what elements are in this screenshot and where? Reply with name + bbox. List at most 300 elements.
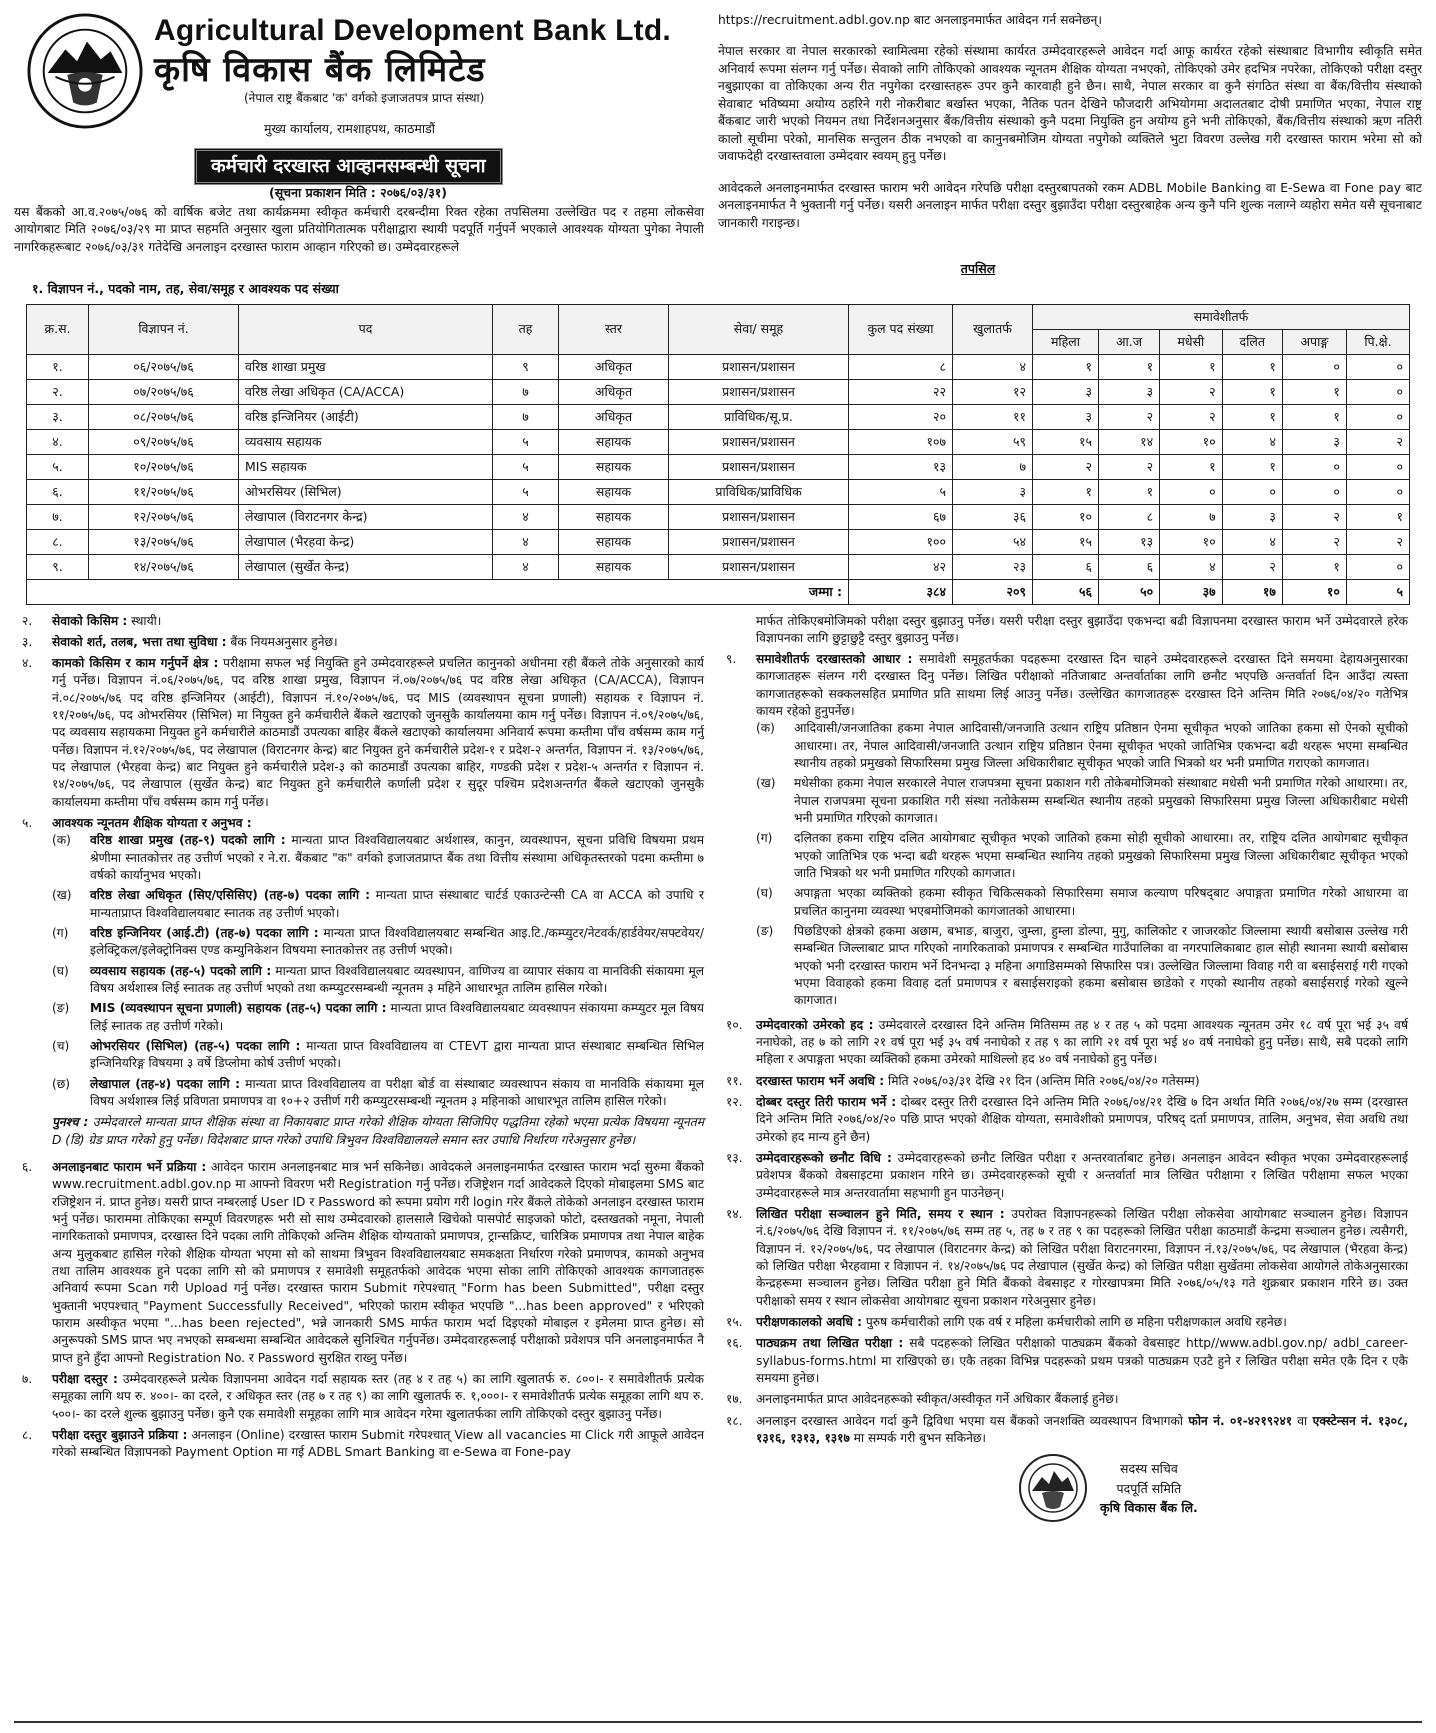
table-cell: ० bbox=[1282, 354, 1346, 379]
schedule-heading: तपसिल bbox=[960, 261, 996, 276]
table-cell: ७ bbox=[1160, 504, 1222, 529]
sub-item-label: (ग) bbox=[52, 926, 69, 941]
committee-name: पदपूर्ति समिति bbox=[1116, 1480, 1182, 1496]
signature-text bbox=[1100, 1459, 1198, 1517]
header-area bbox=[14, 8, 1422, 270]
item-text: परीक्षामा सफल भई नियुक्ति हुने उम्मेदवारहरूले प्रचलित कानुनको अधीनमा रही बैंकले तोके अनुसारको कार्य गर्नु पर्नेछ। विज्ञापन नं.०६/२०७५/७६, पद वरिष्ठ शाखा प्रमुख, विज्ञापन नं.०७/२०७५/७६ पद वरिष्ठ लेखा अधिकृत (CA/ACCA), विज्ञापन नं.०८/२०७५/७६ पद वरिष्ठ इन्जिनियर (आईटी), विज्ञापन नं.१०/२०७५/७६, पद MIS (व्यवस्थापन सूचना प्रणाली) सहायक र विज्ञापन नं. ११/२०७५/७६, पद ओभरसियर (सिभिल) मा नियुक्त हुने कर्मचारीले बैंकले खटाएको जुनसुकै कार्यालयमा काम गर्नु पर्नेछ। विज्ञापन नं.०९/२०७५/७६, पद व्यवसाय सहायकमा नियुक्त हुने कर्मचारीले काठमाडौं उपत्यका बाहिर बैंकले खटाएको कार्यालयमा अनिवार्य रूपमा कम्तीमा पाँच वर्षसम्म काम गर्नु पर्नेछ। विज्ञापन नं.१२/२०७५/७६, पद लेखापाल (विराटनगर केन्द्र) बाट नियुक्त हुने कर्मचारीले प्रदेश-१ र प्रदेश-२ अन्तर्गत, विज्ञापन नं. १३/२०७५/७६, पद लेखापाल (भैरहवा केन्द्र) बाट नियुक्त हुने कर्मचारीले प्रदेश-३ को काठमाडौं उपत्यका बाहिर, गण्डकी प्रदेश र प्रदेश-५ अन्तर्गत र विज्ञापन नं. १४/२०७५/७६, पद लेखापाल (सुर्खेत केन्द्र) बाट नियुक्त हुने कर्मचारीले कर्णाली प्रदेश र सुदूर पश्चिम प्रदेशअन्तर्गत बैंकले खटाएको जुनसुकै कार्यालयमा कम्तीमा पाँच वर्षसम्म काम गर्नु पर्नेछ। bbox=[52, 656, 704, 809]
item-number: १३. bbox=[726, 1151, 743, 1166]
table-cell: १ bbox=[1222, 454, 1282, 479]
item-text: मिति २०७६/०३/३१ देखि २१ दिन (अन्तिम मिति २०७६/०४/२० गतेसम्म) bbox=[884, 1073, 1200, 1088]
table-cell: प्रशासन/प्रशासन bbox=[669, 529, 849, 554]
sub-item bbox=[756, 885, 1408, 920]
table-cell: १४/२०७५/७६ bbox=[89, 554, 239, 579]
table-cell: ० bbox=[1346, 404, 1409, 429]
table-cell: ६७ bbox=[849, 504, 953, 529]
table-cell: वरिष्ठ लेखा अधिकृत (CA/ACCA) bbox=[239, 379, 493, 404]
qualification-note bbox=[52, 1114, 704, 1149]
phone-number: फोन नं. ०१-४२१९२४१ bbox=[1182, 1413, 1293, 1428]
table-cell: २ bbox=[1033, 454, 1099, 479]
sub-item bbox=[756, 923, 1408, 1010]
intro-paragraph: यस बैंकको आ.व.२०७५/०७६ को वार्षिक बजेट तथा कार्यक्रममा स्वीकृत कर्मचारी दरबन्दीमा रिक्त रहेका तपसिलमा उल्लेखित पद र तहमा लोकसेवा आयोगबाट मिति २०७६/०३/२९ मा प्राप्त सहमति अनुसार खुला प्रतियोगितात्मक परीक्षाद्वारा स्थायी पदपूर्ति गर्नुपर्ने भएकाले आवश्यक योग्यता पुगेका नेपाली नागरिकहरूबाट २०७६/०३/३१ गतेदेखि अनलाइन दरखास्त फाराम आव्हान गरिएको छ। उम्मेदवारहरूले bbox=[14, 205, 704, 254]
table-cell: प्रशासन/प्रशासन bbox=[669, 454, 849, 479]
table-cell: १ bbox=[1160, 454, 1222, 479]
sub-item bbox=[52, 887, 704, 922]
table-cell: १ bbox=[1098, 354, 1159, 379]
table-cell: ५ bbox=[493, 454, 559, 479]
table-cell: १ bbox=[1346, 504, 1409, 529]
col-dalit: दलित bbox=[1222, 329, 1282, 354]
sub-item-text: दलितका हकमा राष्ट्रिय दलित आयोगबाट सूचीकृत भएको जातिको हकमा सोही सूचीको आधारमा। तर, राष्ट्रिय दलित आयोगबाट सूचीकृत भएको जातिभित्र एक भन्दा बढी थरहरू भएमा सम्बन्धित स्थानिय तहको प्रमुखको सिफारिसमा प्रमुख जिल्ला अधिकारीबाट सूचीकृत भएको जाति भित्रको थर भनी प्रमाणित गरिएको कागजात। bbox=[794, 831, 1408, 881]
item-text: स्थायी। bbox=[127, 613, 162, 628]
table-cell: ८. bbox=[27, 529, 89, 554]
table-cell: २ bbox=[1222, 554, 1282, 579]
item-label: दरखास्त फाराम भर्ने अवधि : bbox=[756, 1073, 885, 1088]
total-cell: १७ bbox=[1222, 579, 1282, 604]
table-cell: ओभरसियर (सिभिल) bbox=[239, 479, 493, 504]
table-cell: लेखापाल (सुर्खेत केन्द्र) bbox=[239, 554, 493, 579]
table-cell: २० bbox=[849, 404, 953, 429]
col-service: सेवा/ समूह bbox=[669, 304, 849, 354]
left-column bbox=[14, 613, 704, 1524]
col-pichhadiyeko: पि.क्षे. bbox=[1346, 329, 1409, 354]
table-cell: लेखापाल (विराटनगर केन्द्र) bbox=[239, 504, 493, 529]
col-women: महिला bbox=[1033, 329, 1099, 354]
item-text: सबै पदहरूको लिखित परीक्षाको पाठ्यक्रम बैंकको वेबसाइट http//www.adbl.gov.np/ adbl_career-syllabus-forms.html मा राखिएको छ। एकै तहका विभिन्न पदहरूको प्रथम पत्रको पाठ्यक्रम एउटै हुने र लिखित परीक्षा समेत एकै दिन र एकै समयमा हुनेछ। bbox=[756, 1336, 1408, 1385]
list-item bbox=[14, 1371, 704, 1423]
table-cell: ० bbox=[1346, 554, 1409, 579]
item-label: परीक्षा दस्तुर बुझाउने प्रक्रिया : bbox=[52, 1427, 188, 1442]
item-label: दोब्बर दस्तुर तिरी फाराम भर्ने : bbox=[756, 1095, 897, 1110]
sub-item bbox=[52, 963, 704, 998]
table-cell: ८ bbox=[1098, 504, 1159, 529]
total-cell: ५ bbox=[1346, 579, 1409, 604]
sub-item-label: (छ) bbox=[52, 1076, 71, 1091]
table-cell: ९ bbox=[493, 354, 559, 379]
sub-item-text: मान्यता प्राप्त विश्वविद्यालयबाट सम्बन्धित आइ.टि./कम्प्युटर/नेटवर्क/हार्डवेयर/सफ्टवेयर/इलेक्ट्रिकल/इलेक्ट्रोनिक्स एण्ड कम्युनिकेशन विषयमा स्नातकोत्तर तह उत्तीर्ण भएको। bbox=[90, 926, 704, 958]
list-item bbox=[718, 1094, 1408, 1146]
list-item bbox=[718, 1073, 1408, 1090]
table-cell: प्रशासन/प्रशासन bbox=[669, 429, 849, 454]
sub-item-text: मान्यता प्राप्त विश्वविद्यालयबाट अर्थशास्त्र, कानुन, व्यवस्थापन, सूचना प्रविधि विषयमा प्रथम श्रेणीमा स्नातकोत्तर तह उत्तीर्ण भएको र ने.रा. बैंकबाट "क" वर्गको इजाजतप्राप्त बैंक तथा वित्तीय संस्थामा अधिकृतस्तरको पदमा कम्तीमा ७ वर्षको कार्यानुभव भएको। bbox=[90, 833, 704, 883]
list-item bbox=[14, 634, 704, 651]
list-item bbox=[718, 1150, 1408, 1202]
col-aaja: आ.ज bbox=[1098, 329, 1159, 354]
item-label: समावेशीतर्फ दरखास्तको आधार : bbox=[756, 652, 913, 667]
section-1-title: १. विज्ञापन नं., पदको नाम, तह, सेवा/समूह र आवश्यक पद संख्या bbox=[32, 280, 339, 296]
table-cell: सहायक bbox=[559, 554, 669, 579]
table-cell: ४ bbox=[493, 529, 559, 554]
sub-item bbox=[52, 832, 704, 884]
table-cell: ४ bbox=[1222, 529, 1282, 554]
table-cell: ० bbox=[1160, 479, 1222, 504]
table-cell: १० bbox=[1160, 429, 1222, 454]
item-text: उपरोक्त विज्ञापनहरूको लिखित परीक्षा लोकसेवा आयोगबाट सञ्चालन हुनेछ। विज्ञापन नं.६/२०७५/७६ देखि विज्ञापन नं. ११/२०७५/७६ सम्म तह ५, तह ७ र तह ९ का पदहरूको लिखित परीक्षा काठमाडौं केन्द्रमा सञ्चालन हुनेछ। त्यसैगरी, विज्ञापन नं. १२/२०७५/७६, पद लेखापाल (विराटनगर केन्द्र) को लिखित परीक्षा विराटनगरमा, विज्ञापन नं.१३/२०७५/७६, पद लेखापाल (भैरहवा केन्द्र) को लिखित परीक्षा भैरहवामा र विज्ञापन नं. १४/२०७५/७६ पद लेखापाल (सुर्खेत केन्द्र) को लिखित परीक्षा सुर्खेतमा लोकसेवा आयोगले तोकेअनुसारका केन्द्रहरूमा सञ्चालन हुनेछ। लिखित परीक्षा हुने मिति बैंकको वेबसाइट र गोरखापत्रमा मिति २०७६/०५/१३ गते शुक्रबार प्रकाशन गरिने छ। उक्त परीक्षाको समय र स्थान लोकसेवा आयोगबाट सूचना प्रकाशन गरेअनुसार हुनेछ। bbox=[756, 1207, 1408, 1308]
item-text: अनलाइन (Online) दरखास्त फाराम Submit गरेपश्चात् View all vacancies मा Click गरी आफूले आवेदन गरेको सम्बन्धित विज्ञापनको Payment Option मा गई ADBL Smart Banking वा e-Sewa वा Fone-pay bbox=[52, 1427, 704, 1460]
table-cell: १ bbox=[1222, 354, 1282, 379]
item-text: मार्फत तोकिएबमोजिमको परीक्षा दस्तुर बुझाउनु पर्नेछ। यसरी परीक्षा दस्तुर बुझाउँदा एकभन्दा बढी विज्ञापनमा दरखास्त फाराम भर्ने उम्मेदवारले हरेक विज्ञापनका लागि छुट्टाछुट्टै दस्तुर बुझाउनु पर्नेछ। bbox=[756, 613, 1408, 645]
table-cell: १४ bbox=[1098, 429, 1159, 454]
org-name: कृषि विकास बैंक लि. bbox=[1100, 1499, 1198, 1515]
item-number: १६. bbox=[726, 1336, 743, 1351]
table-cell: २ bbox=[1098, 454, 1159, 479]
table-cell: १०/२०७५/७६ bbox=[89, 454, 239, 479]
signatory-title: सदस्य सचिव bbox=[1120, 1461, 1178, 1477]
signature-block bbox=[1018, 1453, 1408, 1523]
table-cell: ५ bbox=[493, 479, 559, 504]
item-label: परीक्षणकालको अवधि : bbox=[756, 1314, 863, 1329]
table-cell: ४. bbox=[27, 429, 89, 454]
sub-item-title: ओभरसियर (सिभिल) (तह-५) पदका लागि : bbox=[90, 1039, 301, 1054]
table-cell: १ bbox=[1033, 354, 1099, 379]
table-cell: प्राविधिक/सू.प्र. bbox=[669, 404, 849, 429]
right-column bbox=[718, 613, 1408, 1524]
table-cell: ४ bbox=[1222, 429, 1282, 454]
list-item bbox=[718, 1391, 1408, 1408]
table-total-row bbox=[27, 579, 1410, 604]
sub-item-text: पिछडिएको क्षेत्रको हकमा अछाम, बभाङ, बाजुरा, जुम्ला, हुम्ला डोल्पा, मुगु, कालिकोट र जाजरकोट जिल्लामा स्थायी बसोबास उल्लेख गरी सम्बन्धित जिल्लाबाट प्राप्त गरिएको नागरिकताको प्रमाणपत्र र सम्बन्धित गाउँपालिका वा नगरपालिकाबाट हाल सोही स्थानमा स्थायी बसोबास भएको भनी दरखास्त फाराम भर्ने दिनभन्दा ३ महिना अगाडिसम्मको सिफारिस पत्र। उल्लेखित जिल्लामा विवाह गरी वा बसाईसराई गरी गएको भएमा विवाहको हकमा विवाह दर्ता प्रमाणपत्र र बसाईसराइको हकमा बसोबास छाडेको र गएको स्थानीय तहको बसाईसराई गरेको खुल्ने कागजात। bbox=[794, 924, 1408, 1008]
list-item bbox=[718, 1335, 1408, 1387]
col-level: तह bbox=[493, 304, 559, 354]
col-open: खुलातर्फ bbox=[953, 304, 1033, 354]
recruitment-url-paragraph: https://recruitment.adbl.gov.np बाट अनलाइनमार्फत आवेदन गर्न सक्नेछन्। bbox=[718, 13, 1103, 27]
table-row bbox=[27, 504, 1410, 529]
col-apanga: अपाङ्ग bbox=[1282, 329, 1346, 354]
col-post: पद bbox=[239, 304, 493, 354]
table-cell: ४ bbox=[953, 354, 1033, 379]
table-cell: ७ bbox=[493, 404, 559, 429]
sub-item-text: मधेसीका हकमा नेपाल सरकारले नेपाल राजपत्रमा सूचना प्रकाशन गरी तोकेबमोजिमको संस्थाबाट मधेसी भनी प्रमाणित गरेको आधारमा। तर, नेपाल राजपत्रमा सूचना प्रकाशित गरी संस्था नतोकेसम्म सम्बन्धित स्थानीय तहको प्रमुखको सिफारिसमा प्रमुख जिल्ला अधिकारीबाट मधेसी भनी प्रमाणित गरिएको कागजात। bbox=[794, 776, 1408, 826]
col-sn: क्र.स. bbox=[27, 304, 89, 354]
list-item bbox=[718, 1314, 1408, 1331]
list-item bbox=[14, 1159, 704, 1367]
header-right bbox=[718, 8, 1422, 270]
table-cell: ५९ bbox=[953, 429, 1033, 454]
total-cell: ३८४ bbox=[849, 579, 953, 604]
table-cell: १५ bbox=[1033, 529, 1099, 554]
table-cell: ० bbox=[1346, 379, 1409, 404]
table-cell: २ bbox=[1160, 379, 1222, 404]
sub-item-label: (क) bbox=[52, 833, 71, 848]
table-cell: ३ bbox=[1282, 429, 1346, 454]
col-madhesi: मधेसी bbox=[1160, 329, 1222, 354]
item-text: अनलाइन दरखास्त आवेदन गर्दा कुनै द्विविधा भएमा यस बैंकको जनशक्ति व्यवस्थापन विभागको bbox=[756, 1413, 1183, 1428]
table-cell: ० bbox=[1282, 454, 1346, 479]
sub-item-label: (ख) bbox=[756, 776, 776, 791]
list-item bbox=[718, 1413, 1408, 1448]
item-text: समावेशी समूहतर्फका पदहरूमा दरखास्त दिन चाहने उम्मेदवारहरूले दरखास्त दिने समयमा देहायअनुसारका कागजातहरू संलग्न गरी दरखास्त दिनु पर्नेछ। लिखित परीक्षाको नतिजाबाट अन्तर्वार्ताका लागि छनौट भएपछि अन्तर्वार्ता दिन आउँदा त्यस्ता कागजातहरूको सक्कलसहित प्रमाणित प्रति साथमा लिई आउनु पर्नेछ। उल्लेखित कागजातहरू दरखास्त दिने अन्तिम मिति २०७६/०४/२० गतेभित्र कायम रहेको हुनुपर्नेछ। bbox=[756, 652, 1408, 719]
sub-item-text: मान्यता प्राप्त विश्वविद्यालयबाट व्यवस्थापन, वाणिज्य वा व्यापार संकाय वा मानविकी संकायमा मूल विषय अर्थशास्त्र लिई स्नातक तह उत्तीर्ण भएको तथा कम्प्युटरसम्बन्धी न्यूनतम ३ महिने आधारभूत तालिम हासिल गरेको। bbox=[90, 963, 704, 996]
sub-item bbox=[756, 830, 1408, 882]
sub-item-title: वरिष्ठ लेखा अधिकृत (सिए/एसिसिए) (तह-७) पदका लागि : bbox=[90, 888, 371, 903]
table-cell: १ bbox=[1033, 479, 1099, 504]
table-cell: ५४ bbox=[953, 529, 1033, 554]
list-item bbox=[14, 655, 704, 811]
item-label: लिखित परीक्षा सञ्चालन हुने मिति, समय र स्थान : bbox=[756, 1207, 1005, 1221]
item-number: १०. bbox=[726, 1017, 743, 1032]
sub-item-label: (च) bbox=[52, 1039, 70, 1054]
table-cell: ७. bbox=[27, 504, 89, 529]
table-cell: ३ bbox=[953, 479, 1033, 504]
table-cell: वरिष्ठ शाखा प्रमुख bbox=[239, 354, 493, 379]
table-cell: ४ bbox=[1160, 554, 1222, 579]
table-cell: अधिकृत bbox=[559, 354, 669, 379]
item-label: उम्मेदवारहरूको छनौट विधि : bbox=[756, 1151, 892, 1166]
payment-paragraph: आवेदकले अनलाइनमार्फत दरखास्त फाराम भरी आवेदन गरेपछि परीक्षा दस्तुरबापतको रकम ADBL Mobile Banking वा E-Sewa वा Fone pay बाट अनलाइनमार्फत नै भुक्तानी गर्नु पर्नेछ। यसरी अनलाइन मार्फत परीक्षा दस्तुर बुझाउँदा परीक्षा दस्तुरबाहेक अन्य कुनै पनि शुल्क नलाग्ने व्यहोरा समेत यसै सूचनाबाट जानकारी गराइन्छ। bbox=[718, 180, 1422, 230]
list-item bbox=[718, 613, 1408, 648]
item-label: उम्मेदवारको उमेरको हद : bbox=[756, 1017, 874, 1032]
sub-item-text: मान्यता प्राप्त विश्वविद्यालय वा CTEVT द्वारा मान्यता प्राप्त संस्थाबाट सम्बन्धित सिभिल इन्जिनियरिङ्ग विषयमा ३ वर्षे डिप्लोमा कोर्ष उत्तीर्ण भएको। bbox=[90, 1039, 704, 1071]
sub-item-label: (घ) bbox=[52, 963, 69, 978]
list-item bbox=[14, 815, 704, 1155]
note-text: उम्मेदवारले मान्यता प्राप्त शैक्षिक संस्था वा निकायबाट प्राप्त गरेको शैक्षिक योग्यता सिजिपिए पद्धतिमा रहेको भएमा प्रत्येक विषयमा न्यूनतम D (डि) ग्रेड प्राप्त गरेको हुनु पर्नेछ। विदेशबाट प्राप्त गरेको उपाधि त्रिभुवन विश्वविद्यालयले समान स्तर उपाधि निर्धारण गरेअनुसार हुनेछ। bbox=[52, 1115, 704, 1147]
notice-title: कर्मचारी दरखास्त आव्हानसम्बन्धी सूचना bbox=[194, 148, 503, 185]
table-cell: ० bbox=[1222, 479, 1282, 504]
table-cell: ६. bbox=[27, 479, 89, 504]
table-cell: १० bbox=[1033, 504, 1099, 529]
table-cell: प्रशासन/प्रशासन bbox=[669, 379, 849, 404]
table-cell: १ bbox=[1282, 379, 1346, 404]
table-cell: १ bbox=[1282, 404, 1346, 429]
table-cell: १३/२०७५/७६ bbox=[89, 529, 239, 554]
table-cell: ११ bbox=[953, 404, 1033, 429]
table-cell: ३ bbox=[1033, 379, 1099, 404]
item-label: परीक्षा दस्तुर : bbox=[52, 1371, 118, 1386]
sub-item-title: वरिष्ठ शाखा प्रमुख (तह-९) पदको लागि : bbox=[90, 833, 286, 848]
table-cell: प्रशासन/प्रशासन bbox=[669, 354, 849, 379]
table-cell: ७ bbox=[493, 379, 559, 404]
table-cell: १०० bbox=[849, 529, 953, 554]
table-cell: ६ bbox=[1098, 554, 1159, 579]
sub-item-title: MIS (व्यवस्थापन सूचना प्रणाली) सहायक (तह-५) पदका लागि : bbox=[90, 1001, 387, 1016]
extension-numbers: एक्स्टेन्सन नं. १३०८, १३१६, १३१३, १३१७ bbox=[756, 1413, 1408, 1445]
col-grade: स्तर bbox=[559, 304, 669, 354]
table-cell: सहायक bbox=[559, 529, 669, 554]
table-cell: २ bbox=[1346, 529, 1409, 554]
sub-item-label: (घ) bbox=[756, 886, 773, 901]
table-row bbox=[27, 529, 1410, 554]
item-text: अनलाइनमार्फत प्राप्त आवेदनहरूको स्वीकृत/अस्वीकृत गर्ने अधिकार बैंकलाई हुनेछ। bbox=[756, 1392, 1119, 1407]
table-cell: १३ bbox=[1098, 529, 1159, 554]
total-label: जम्मा : bbox=[27, 579, 849, 604]
table-cell: ३ bbox=[1098, 379, 1159, 404]
table-cell: १५ bbox=[1033, 429, 1099, 454]
item-text: उम्मेदवारहरूको छनौट लिखित परीक्षा र अन्तरवार्ताबाट हुनेछ। अनलाइन आवेदन स्वीकृत भएका उम्मेदवारहरूलाई प्रवेशपत्र बैंकको वेबसाइटमा प्रकाशन गरिने छ। उम्मेदवारहरूको सूची र अन्तर्वार्ता मात्र लिखित परीक्षामा र लिखित परीक्षामा सफल भएका उम्मेदवारहरूले मात्र अन्तरवार्तामा सहभागी हुन पाउनेछन्। bbox=[756, 1151, 1408, 1200]
sub-item-text: अपाङ्गता भएका व्यक्तिको हकमा स्वीकृत चिकित्सकको सिफारिसमा समाज कल्याण परिषद्‌बाट अपाङ्गता प्रमाणित गरेको आधारमा वा प्रचलित कानुनमा व्यवस्था भएबमोजिमको कागजातको आधारमा। bbox=[794, 886, 1408, 918]
publish-date: (सूचना प्रकाशन मिति : २०७६/०३/३१) bbox=[269, 185, 447, 200]
table-cell: सहायक bbox=[559, 429, 669, 454]
table-cell: २ bbox=[1282, 504, 1346, 529]
table-cell: प्रशासन/प्रशासन bbox=[669, 554, 849, 579]
table-cell: २. bbox=[27, 379, 89, 404]
col-total: कुल पद संख्या bbox=[849, 304, 953, 354]
table-cell: ० bbox=[1346, 354, 1409, 379]
table-cell: सहायक bbox=[559, 479, 669, 504]
bank-name-np: कृषि विकास बैंक लिमिटेड bbox=[154, 50, 486, 90]
sub-item-text: मान्यता प्राप्त संस्थाबाट चार्टर्ड एकाउन्टेन्सी CA वा ACCA को उपाधि र मान्यताप्राप्त विश्वविद्यालयबाट स्नातक तह उत्तीर्ण भएको। bbox=[90, 888, 704, 920]
sub-item-text: मान्यता प्राप्त विश्वविद्यालय वा परीक्षा बोर्ड वा संस्थाबाट व्यवस्थापन संकाय वा मानविकि संकायमा मूल विषय अर्थशास्त्र लिई प्रविणता प्रमाणपत्र वा १०+२ उत्तीर्ण गरी कम्प्युटरसम्बन्धी न्यूनतम ३ महिनाको आधारभूत तालिम हासिल गरेको। bbox=[90, 1076, 704, 1109]
item-text: मा सम्पर्क गरी बुभन सकिनेछ। bbox=[849, 1430, 986, 1445]
item-number: १८. bbox=[726, 1413, 743, 1428]
item-text: उम्मेदवारले दरखास्त दिने अन्तिम मितिसम्म तह ४ र तह ५ को पदमा आवश्यक न्यूनतम उमेर १८ वर्ष पूरा भई ३५ वर्ष ननाघेको, तह ७ को लागि २१ वर्ष पूरा भई ३५ वर्ष ननाघेको र तह ९ का लागि २१ वर्ष पूरा भई ४० वर्ष ननाघेको हुनु पर्नेछ। साथै, सबै पदको लागि महिला र अपाङ्गता भएका व्यक्तिको हकमा उमेरको माथिल्लो हद ४० वर्ष ननाघेको हुनु पर्नेछ। bbox=[756, 1017, 1408, 1067]
table-cell: ३६ bbox=[953, 504, 1033, 529]
total-cell: १० bbox=[1282, 579, 1346, 604]
table-cell: सहायक bbox=[559, 504, 669, 529]
item-number: १७. bbox=[726, 1392, 743, 1407]
table-cell: ३ bbox=[1222, 504, 1282, 529]
list-item bbox=[718, 1017, 1408, 1069]
table-cell: ० bbox=[1346, 479, 1409, 504]
sub-item-label: (ङ) bbox=[756, 924, 774, 939]
item-number: ४. bbox=[22, 656, 33, 671]
sub-item-title: वरिष्ठ इन्जिनियर (आई.टी) (तह-७) पदका लागि : bbox=[90, 926, 319, 941]
table-row bbox=[27, 354, 1410, 379]
bank-name-en: Agricultural Development Bank Ltd. bbox=[154, 14, 671, 47]
office-address: मुख्य कार्यालय, रामशाहपथ, काठमाडौं bbox=[264, 121, 435, 136]
table-cell: ६ bbox=[1033, 554, 1099, 579]
item-number: ११. bbox=[726, 1073, 743, 1088]
table-cell: १ bbox=[1282, 554, 1346, 579]
col-adv: विज्ञापन नं. bbox=[89, 304, 239, 354]
bank-logo-icon bbox=[26, 12, 144, 130]
posts-table-body bbox=[27, 354, 1410, 579]
item-label: कामको किसिम र काम गर्नुपर्ने क्षेत्र : bbox=[52, 656, 219, 671]
table-row bbox=[27, 479, 1410, 504]
qualification-list bbox=[52, 832, 704, 1110]
item-number: ३. bbox=[22, 634, 33, 649]
table-cell: ५ bbox=[493, 429, 559, 454]
list-item bbox=[718, 1206, 1408, 1310]
table-cell: ५ bbox=[849, 479, 953, 504]
table-cell: ०६/२०७५/७६ bbox=[89, 354, 239, 379]
table-cell: ०८/२०७५/७६ bbox=[89, 404, 239, 429]
item-label: आवश्यक न्यूनतम शैक्षिक योग्यता र अनुभव : bbox=[52, 816, 252, 831]
sub-item-label: (ख) bbox=[52, 888, 72, 903]
sub-item bbox=[756, 720, 1408, 772]
item-number: १४. bbox=[726, 1207, 743, 1221]
list-item bbox=[14, 1427, 704, 1462]
sub-item-text: मान्यता प्राप्त विश्वविद्यालयबाट व्यवस्थापन संकायमा कम्प्युटर मूल विषय लिई स्नातक तह उत्तीर्ण गरेको। bbox=[90, 1001, 704, 1033]
item-number: ५. bbox=[22, 816, 33, 831]
item-number: ८. bbox=[22, 1427, 33, 1442]
sub-item bbox=[756, 775, 1408, 827]
total-cell: ५० bbox=[1098, 579, 1159, 604]
table-row bbox=[27, 554, 1410, 579]
sub-item-title: लेखापाल (तह-४) पदका लागि : bbox=[90, 1076, 241, 1091]
table-cell: ० bbox=[1346, 454, 1409, 479]
body-columns bbox=[14, 613, 1422, 1524]
table-cell: १२/२०७५/७६ bbox=[89, 504, 239, 529]
sub-item bbox=[52, 1076, 704, 1111]
sub-item-label: (ग) bbox=[756, 831, 773, 846]
table-cell: MIS सहायक bbox=[239, 454, 493, 479]
table-cell: प्राविधिक/प्राविधिक bbox=[669, 479, 849, 504]
table-cell: ९. bbox=[27, 554, 89, 579]
table-cell: २ bbox=[1346, 429, 1409, 454]
table-cell: ३ bbox=[1033, 404, 1099, 429]
table-row bbox=[27, 429, 1410, 454]
inclusive-docs-list bbox=[756, 720, 1408, 1009]
table-cell: लेखापाल (भैरहवा केन्द्र) bbox=[239, 529, 493, 554]
item-number: १५. bbox=[726, 1314, 743, 1329]
item-text: बैंक नियमअनुसार हुनेछ। bbox=[226, 634, 338, 649]
table-row bbox=[27, 404, 1410, 429]
table-cell: १२ bbox=[953, 379, 1033, 404]
table-cell: ०७/२०७५/७६ bbox=[89, 379, 239, 404]
item-text: उम्मेदवारहरूले प्रत्येक विज्ञापनमा आवेदन गर्दा सहायक स्तर (तह ४ र तह ५) का लागि खुलातर्फ रु. ८००।- र समावेशीतर्फ प्रत्येक समूहका लागि थप रु. ४००।- का दरले, र अधिकृत स्तर (तह ७ र तह ९) का लागि खुलातर्फ रु. १,०००।- र समावेशीतर्फ प्रत्येक समूहका लागि थप रु. ५००।- का दरले शुल्क बुझाउनु पर्नेछ। कुनै एक समावेशी समूहका लागि मात्र आवेदन गरेमा खुलातर्फका लागि तोकिएको दस्तुर बुझाउनु पर्नेछ। bbox=[52, 1371, 704, 1421]
table-cell: ७ bbox=[953, 454, 1033, 479]
col-inclusive: समावेशीतर्फ bbox=[1033, 304, 1410, 329]
table-cell: ५. bbox=[27, 454, 89, 479]
table-cell: २ bbox=[1282, 529, 1346, 554]
list-item bbox=[14, 613, 704, 630]
table-cell: १० bbox=[1160, 529, 1222, 554]
item-text: दोब्बर दस्तुर तिरी दरखास्त दिने अन्तिम मिति २०७६/०४/२१ देखि ७ दिन अर्थात मिति २०७६/०४/२७ सम्म (दरखास्त दिने अन्तिम मिति २०७६/०४/२० पछि प्राप्त भएको शैक्षिक योग्यता, समावेशीको प्रमाणपत्र, परिषद् दर्ता प्रमाणपत्र, तालिम, अनुभव, सेवा अवधि तथा उमेरको हद मान्य हुने छैन) bbox=[756, 1095, 1409, 1144]
total-cell: ५६ bbox=[1033, 579, 1099, 604]
sub-item bbox=[52, 1038, 704, 1073]
item-label: पाठ्यक्रम तथा लिखित परीक्षा : bbox=[756, 1336, 904, 1351]
table-cell: १ bbox=[1222, 379, 1282, 404]
table-cell: ११/२०७५/७६ bbox=[89, 479, 239, 504]
table-cell: १३ bbox=[849, 454, 953, 479]
bottom-divider bbox=[14, 1721, 1422, 1723]
sub-item-title: व्यवसाय सहायक (तह-५) पदको लागि : bbox=[90, 963, 272, 978]
eligibility-paragraph: नेपाल सरकार वा नेपाल सरकारको स्वामित्वमा रहेको संस्थामा कार्यरत उम्मेदवारहरूले आवेदन गर्दा आफू कार्यरत रहेको संस्थाबाट विभागीय स्वीकृति समेत अनिवार्य रूपमा संलग्न गर्नु पर्नेछ। सेवाको लागि तोकिएको आवश्यक न्यूनतम शैक्षिक योग्यता नभएको, तोकिएको उमेर हदभित्र नपरेका, तोकिएको परीक्षा दस्तुर नबुझाएका वा तोकिएका अन्य रीत नपुगेका दरखास्तहरू उपर कुनै कारवाही हुने छैन। साथै, नेपाल सरकार वा कुनै संगठित संस्था वा बैंक/वित्तीय संस्थाको सेवाबाट भविष्यमा अयोग्य ठहरिने गरी नोकरीबाट बर्खास्त भएका, नैतिक पतन देखिने फौजदारी अभियोगमा अदालतबाट दोषी प्रमाणित भएका, नेपाल राष्ट्र बैंकबाट जारी भएको नियमन तथा निर्देशनअनुसार बैंक/वित्तीय संस्थाको कुनै पदमा नियुक्ति हुन अयोग्य हुने भनी तोकिएको, बैंक/वित्तीय संस्थाको ऋण नतिरी कालो सूचीमा परेको, मानसिक सन्तुलन ठीक नभएको वा कानुनबमोजिम योग्यता नपुगेको व्यक्तिले भुटा विवरण उल्लेख गरी दरखास्त फाराम भरेमा सो को जवाफदेही दरखास्तवाला उम्मेदवार स्वयम् हुनु पर्नेछ। bbox=[718, 44, 1422, 164]
item-text: वा bbox=[1292, 1413, 1308, 1428]
sub-item-label: (क) bbox=[756, 721, 775, 736]
header-left bbox=[14, 8, 704, 270]
table-cell: १ bbox=[1222, 404, 1282, 429]
table-cell: ८ bbox=[849, 354, 953, 379]
total-cell: २०९ bbox=[953, 579, 1033, 604]
item-number: २. bbox=[22, 613, 33, 628]
table-cell: वरिष्ठ इन्जिनियर (आईटी) bbox=[239, 404, 493, 429]
table-cell: १. bbox=[27, 354, 89, 379]
table-cell: प्रशासन/प्रशासन bbox=[669, 504, 849, 529]
table-cell: अधिकृत bbox=[559, 379, 669, 404]
item-label: सेवाको शर्त, तलब, भत्ता तथा सुविधा : bbox=[52, 634, 227, 649]
item-label: सेवाको किसिम : bbox=[52, 613, 128, 628]
item-text: पुरुष कर्मचारीको लागि एक वर्ष र महिला कर्मचारीको लागि छ महिना परीक्षणकाल अवधि रहनेछ। bbox=[862, 1314, 1287, 1329]
total-cell: ३७ bbox=[1160, 579, 1222, 604]
table-row bbox=[27, 454, 1410, 479]
bank-seal-icon bbox=[1018, 1453, 1088, 1523]
table-cell: ४ bbox=[493, 554, 559, 579]
table-cell: व्यवसाय सहायक bbox=[239, 429, 493, 454]
item-number: ९. bbox=[726, 652, 737, 667]
table-cell: २ bbox=[1160, 404, 1222, 429]
table-cell: ४ bbox=[493, 504, 559, 529]
sub-item-text: आदिवासी/जनजातिका हकमा नेपाल आदिवासी/जनजाति उत्थान राष्ट्रिय प्रतिष्ठान ऐनमा सूचीकृत भएको जातिका हकमा सो ऐनको सूचीको आधारमा। तर, नेपाल आदिवासी/जनजाति उत्थान राष्ट्रिय प्रतिष्ठान ऐनमा सूचीकृत भएको जातिभित्र एकभन्दा बढी थरहरू भएमा सम्बन्धित स्थानीय तहको प्रमुखको सिफारिसमा प्रमुख जिल्ला अधिकारीबाट सूचीकृत भएको जाति भित्रको थर भनी प्रमाणित गराएको कागजात। bbox=[794, 721, 1408, 771]
sub-item-label: (ङ) bbox=[52, 1001, 70, 1016]
item-label: अनलाइनबाट फाराम भर्ने प्रक्रिया : bbox=[52, 1160, 207, 1175]
table-cell: सहायक bbox=[559, 454, 669, 479]
table-cell: ०९/२०७५/७६ bbox=[89, 429, 239, 454]
table-cell: ३. bbox=[27, 404, 89, 429]
item-number: ६. bbox=[22, 1160, 33, 1175]
table-cell: अधिकृत bbox=[559, 404, 669, 429]
item-number: ७. bbox=[22, 1371, 33, 1386]
note-label: पुनश्च : bbox=[52, 1115, 89, 1130]
table-cell: २२ bbox=[849, 379, 953, 404]
table-row bbox=[27, 379, 1410, 404]
item-number: १२. bbox=[726, 1095, 743, 1110]
table-cell: १०७ bbox=[849, 429, 953, 454]
table-cell: १ bbox=[1160, 354, 1222, 379]
item-text: आवेदन फाराम अनलाइनबाट मात्र भर्न सकिनेछ। आवेदकले अनलाइनमार्फत दरखास्त फाराम भर्दा सुरुमा बैंकको www.recruitment.adbl.gov.np मा आफ्नो विवरण भरी Registration गर्नु पर्नेछ। रजिष्ट्रेशन गर्दा आवेदकले दिएको मोबाइलमा SMS बाट रजिष्ट्रेशन नं. प्राप्त हुनेछ। यसरी प्राप्त नम्बरलाई User ID र Password को रूपमा प्रयोग गरी login गरेर बैंकले तोकेको अनलाइन दरखास्त फाराम भर्नु पर्नेछ। फाराममा तोकिएका सम्पूर्ण विवरणहरू भरी सो साथ उम्मेदवारको हालसालै खिचेको पासपोर्ट साइजको फोटो, दस्तखतको नमूना, नेपाली नागरिकताको प्रमाणपत्र, दरखास्त दिने पदका लागि तोकिएको अन्तिम शैक्षिक योग्यताको प्रमाणपत्र, ट्रान्सक्रिप्ट, चारित्रिक प्रमाणपत्र तथा नेपाल बाहेक अन्य मुलुकबाट हासिल गरेको शैक्षिक योग्यता भएमा सो को साथमा त्रिभुवन विश्वविद्यालयबाट समकक्षता निर्धारण गरेको प्रमाणपत्र, कामको अनुभव तथा तालिम आवश्यक हुने पदका लागि सो को प्रमाणपत्र र समावेशी समूहतर्फको आवेदक भएमा सोका लागि तोकिएको आवश्यक कागजातहरू अनिवार्य रूपमा Scan गरी Upload गर्नु पर्नेछ। दरखास्त फाराम Submit गरेपश्चात् "Form has been Submitted", परीक्षा दस्तुर भुक्तानी भएपश्चात् "Payment Successfully Received", भरिएको फाराम स्वीकृत भएपछि "...has been approved" र भरिएको फाराम अस्वीकृत भएमा "...has been rejected", भन्ने जानकारी SMS मार्फत फाराम भर्दा दिइएको मोबाइल र इमेलमा प्राप्त हुनेछ। सो अनुरूपको SMS प्राप्त भए नभएको सम्बन्धमा सम्बन्धित आवेदकले सुनिश्चित गर्नुपर्नेछ। उम्मेदवारहरूलाई परीक्षाको प्रवेशपत्र पनि अनलाइनमार्फत नै प्राप्त हुने हुँदा आफ्नो Registration No. र Password सुरक्षित राख्नु पर्नेछ। bbox=[52, 1160, 704, 1365]
table-cell: २ bbox=[1098, 404, 1159, 429]
table-cell: ० bbox=[1282, 479, 1346, 504]
sub-item bbox=[52, 1000, 704, 1035]
